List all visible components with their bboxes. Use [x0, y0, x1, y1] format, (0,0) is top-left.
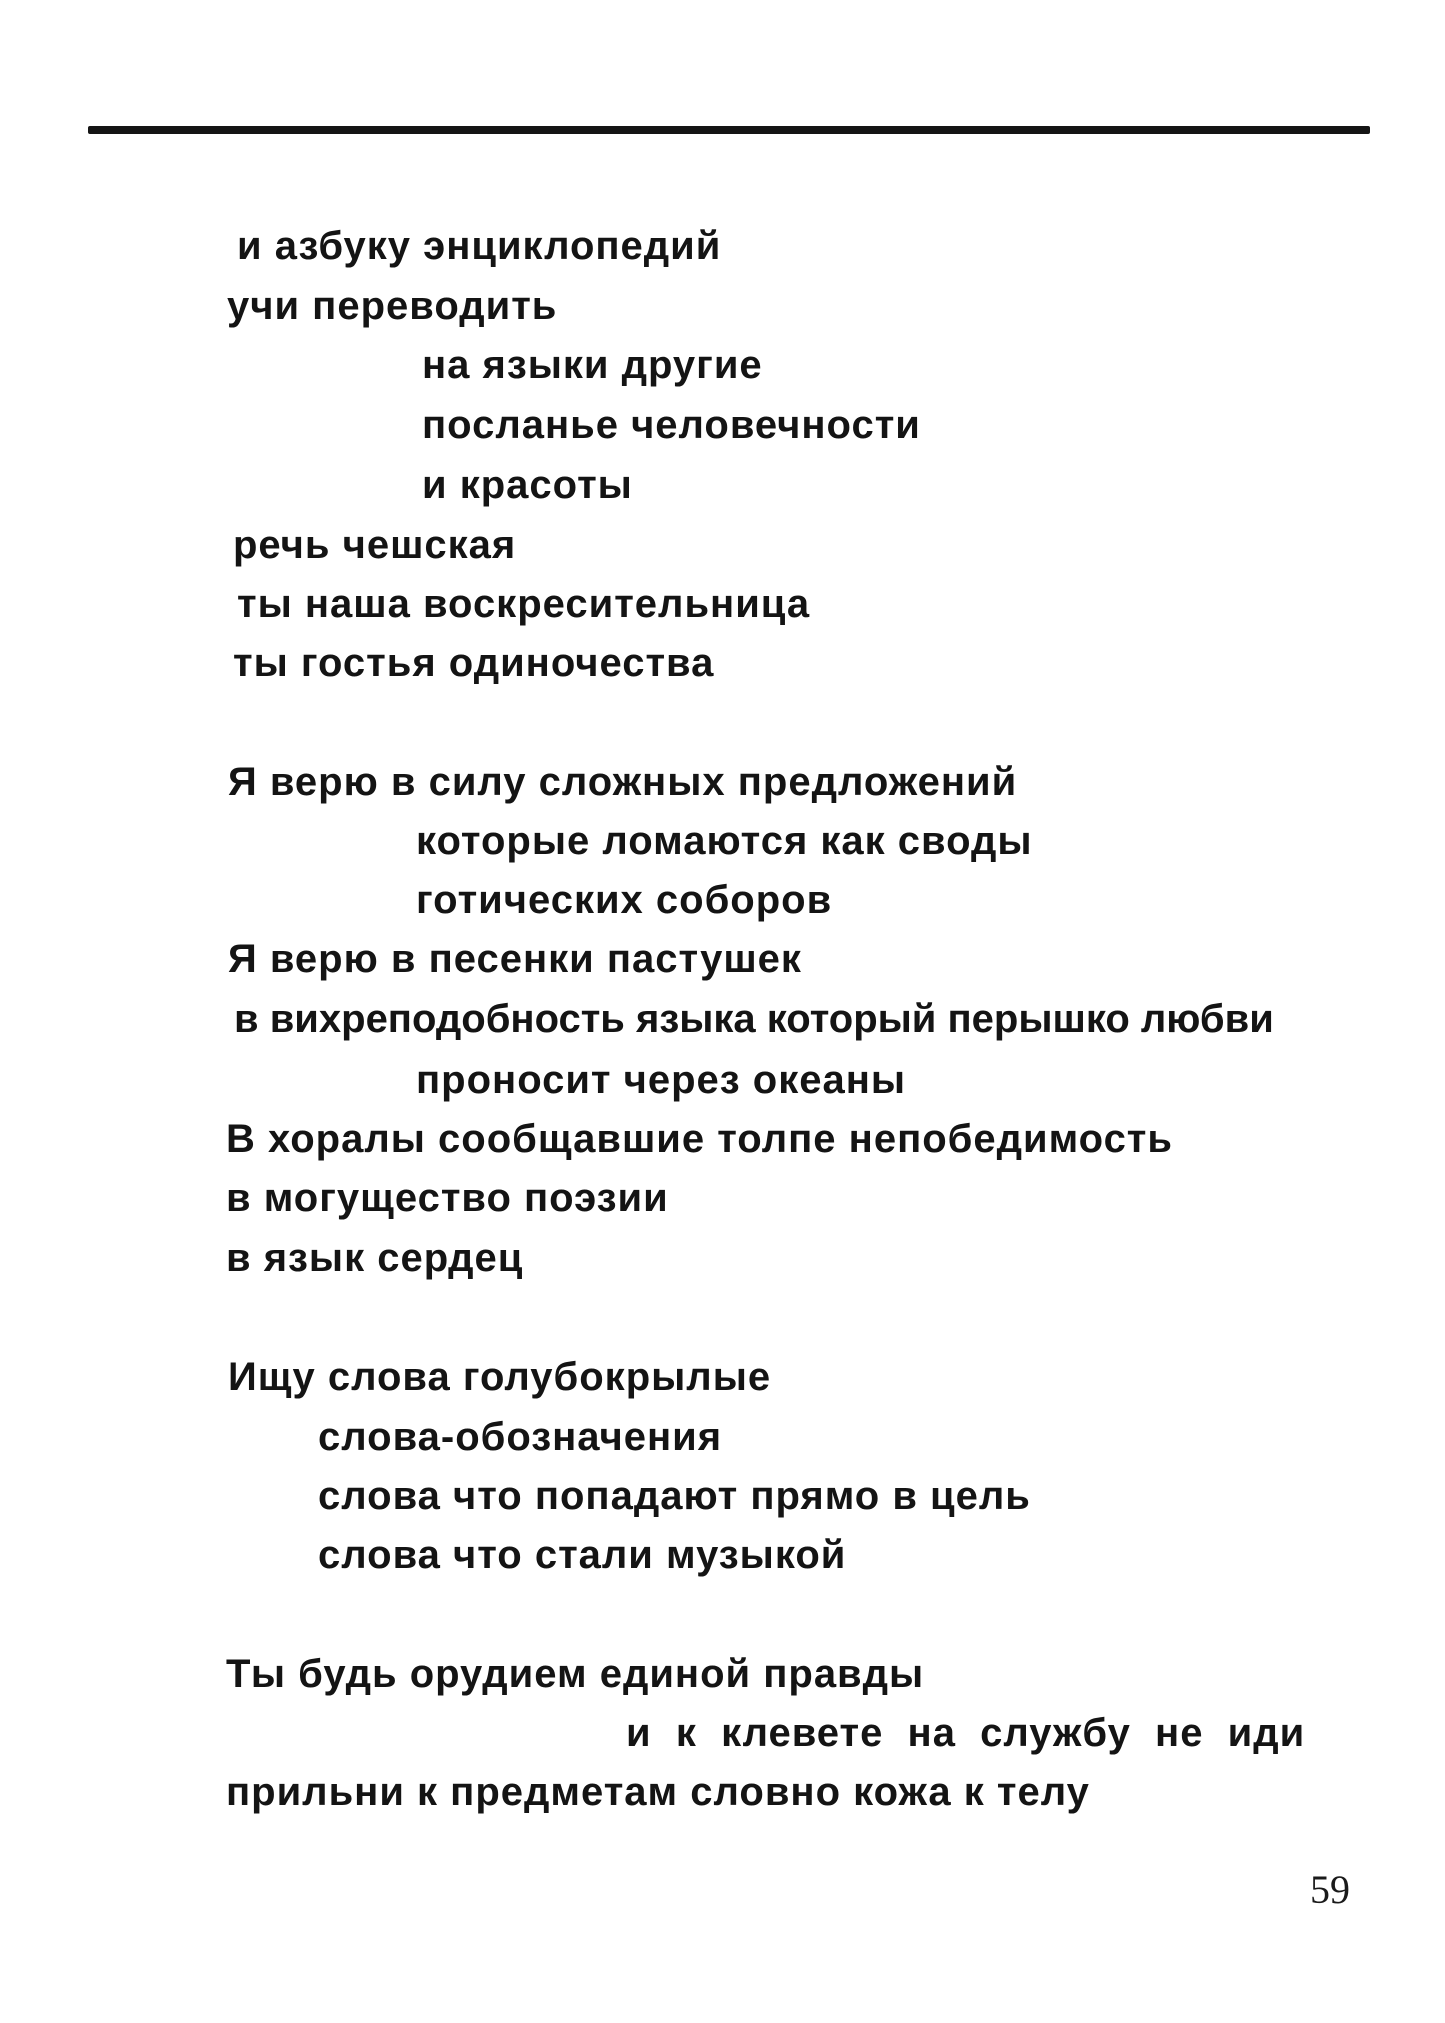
page-number: 59	[1310, 1867, 1350, 1912]
poem-line: Ищу слова голубокрылые	[228, 1355, 772, 1399]
poem-line: в вихреподобность языка который перышко любви	[234, 997, 1274, 1041]
poem-line: учи переводить	[227, 284, 558, 328]
poem-line: проносит через океаны	[416, 1058, 907, 1102]
poem-line: и красоты	[422, 463, 633, 507]
poem-line: в язык сердец	[226, 1236, 524, 1280]
poem-line: ты гостья одиночества	[233, 641, 715, 685]
poem-line: и к клевете на службу не иди	[626, 1711, 1306, 1755]
poem-line: ты наша воскресительница	[237, 582, 811, 626]
poem-line: которые ломаются как своды	[416, 819, 1033, 863]
poem-line: слова что попадают прямо в цель	[318, 1474, 1031, 1518]
poem-line: готических соборов	[416, 878, 833, 922]
poem-line: Я верю в силу сложных предложений	[228, 760, 1018, 804]
poem-line: и азбуку энциклопедий	[237, 224, 722, 268]
poem-line: слова что стали музыкой	[318, 1533, 847, 1577]
poem-line: посланье человечности	[422, 403, 921, 447]
poem-line: на языки другие	[422, 343, 763, 387]
poem-line: слова-обозначения	[318, 1415, 723, 1459]
poem-line: Ты будь орудием единой правды	[226, 1652, 925, 1696]
poem-line: Я верю в песенки пастушек	[228, 937, 802, 981]
poem-line: речь чешская	[233, 523, 517, 567]
poem-line: в могущество поэзии	[226, 1176, 669, 1220]
poem-line: В хоралы сообщавшие толпе непобедимость	[226, 1117, 1173, 1161]
poem-line: прильни к предметам словно кожа к телу	[226, 1770, 1090, 1814]
